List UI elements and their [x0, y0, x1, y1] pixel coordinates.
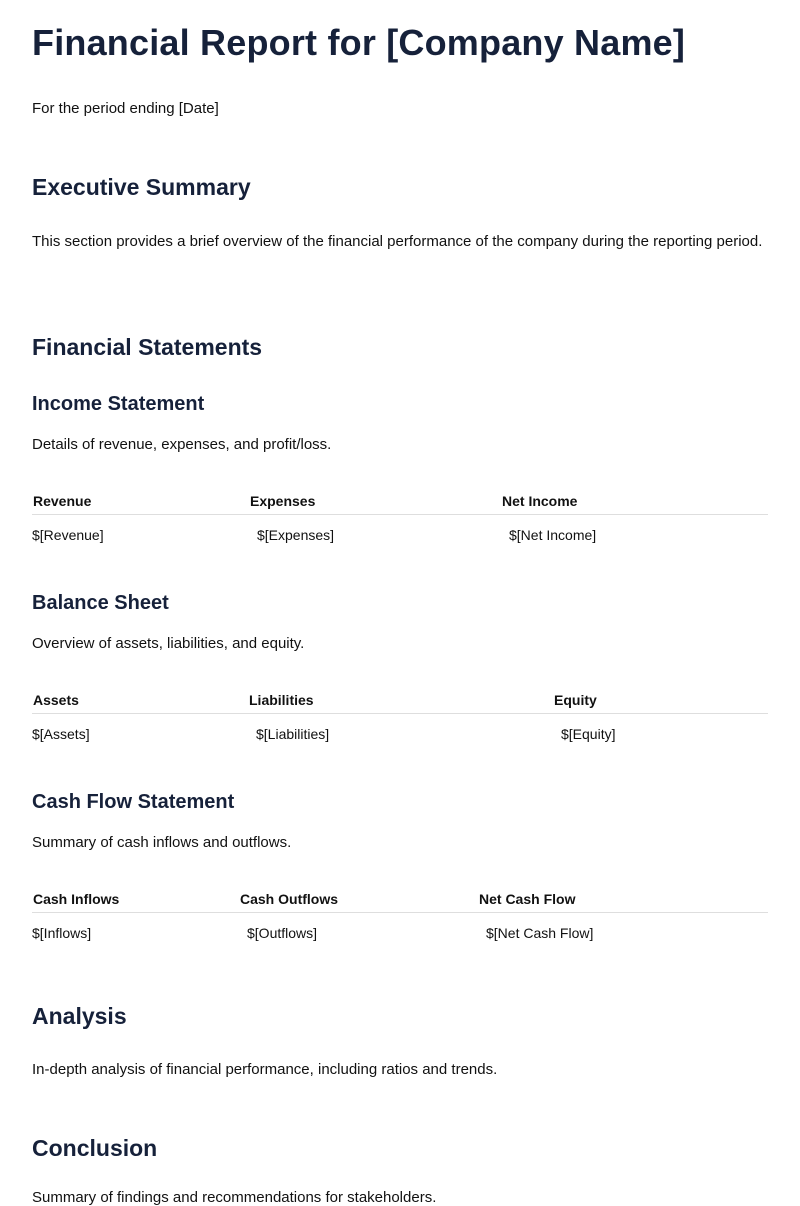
table-divider: [32, 713, 768, 714]
report-title: Financial Report for [Company Name]: [32, 22, 686, 63]
report-period: For the period ending [Date]: [32, 100, 219, 117]
table-header-cell: Cash Inflows: [33, 891, 120, 907]
balance-sheet-heading: Balance Sheet: [32, 592, 169, 614]
table-cell: $[Expenses]: [257, 527, 335, 543]
table-cell: $[Net Cash Flow]: [486, 925, 594, 941]
executive-summary-heading: Executive Summary: [32, 174, 251, 200]
income-statement-heading: Income Statement: [32, 393, 205, 415]
table-cell: $[Inflows]: [32, 925, 92, 941]
table-cell: $[Equity]: [561, 726, 616, 742]
income-statement-description: Details of revenue, expenses, and profit/loss.: [32, 436, 332, 453]
cash-flow-description: Summary of cash inflows and outflows.: [32, 834, 292, 851]
balance-sheet-description: Overview of assets, liabilities, and equity.: [32, 635, 305, 652]
table-header-cell: Net Income: [502, 493, 578, 509]
table-cell: $[Revenue]: [32, 527, 104, 543]
executive-summary-text: This section provides a brief overview of the financial performance of the company during the reporting period.: [32, 233, 763, 250]
conclusion-text: Summary of findings and recommendations for stakeholders.: [32, 1189, 437, 1206]
table-cell: $[Assets]: [32, 726, 90, 742]
table-cell: $[Net Income]: [509, 527, 597, 543]
table-cell: $[Outflows]: [247, 925, 318, 941]
table-divider: [32, 912, 768, 913]
table-header-cell: Cash Outflows: [240, 891, 339, 907]
table-header-cell: Revenue: [33, 493, 92, 509]
table-header-cell: Liabilities: [249, 692, 314, 708]
table-header-cell: Expenses: [250, 493, 316, 509]
table-cell: $[Liabilities]: [256, 726, 330, 742]
analysis-text: In-depth analysis of financial performance, including ratios and trends.: [32, 1061, 498, 1078]
financial-statements-heading: Financial Statements: [32, 334, 263, 360]
analysis-heading: Analysis: [32, 1003, 127, 1029]
table-header-cell: Assets: [33, 692, 79, 708]
conclusion-heading: Conclusion: [32, 1135, 158, 1161]
table-divider: [32, 514, 768, 515]
table-header-cell: Net Cash Flow: [479, 891, 576, 907]
table-header-cell: Equity: [554, 692, 597, 708]
cash-flow-heading: Cash Flow Statement: [32, 791, 235, 813]
